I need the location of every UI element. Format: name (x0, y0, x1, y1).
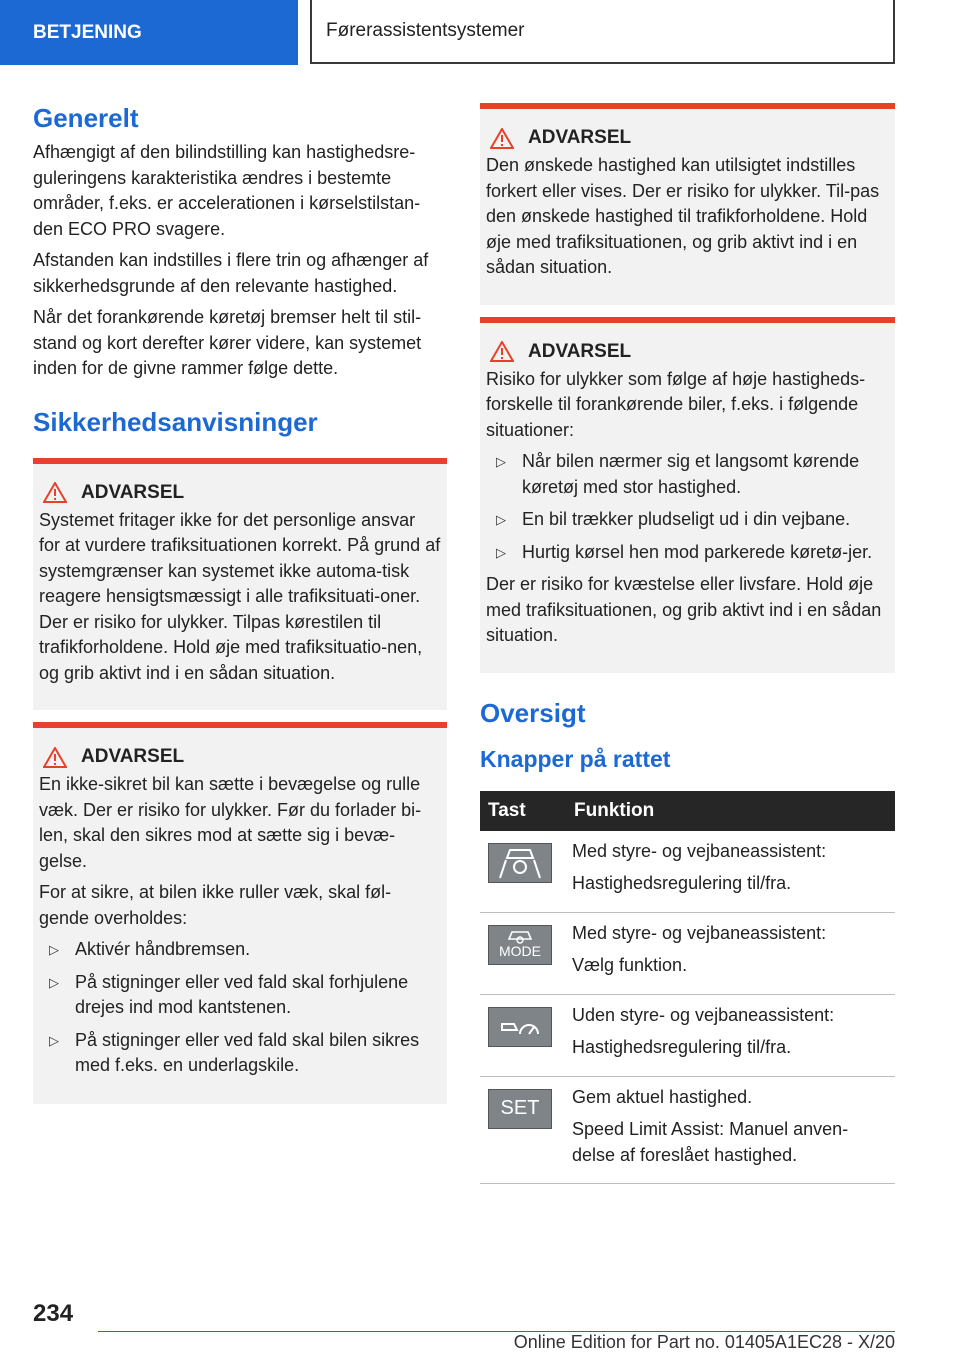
chapter-label: Førerassistentsystemer (326, 20, 525, 41)
warning-title: ADVARSEL (81, 481, 185, 503)
warning-title: ADVARSEL (81, 746, 185, 767)
table-row (480, 912, 895, 994)
page-number: 234 (33, 1300, 74, 1327)
warning-text: For at sikre, at bilen ikke ruller væk, skal føl-gende overholdes: (39, 882, 392, 928)
mode-label: MODE (499, 943, 541, 959)
chapter-header (310, 0, 895, 64)
warning-header (486, 341, 889, 363)
warning-text: En ikke-sikret bil kan sætte i bevægelse og rulle væk. Der er risiko for ulykker. Før du forlader bi-len, skal den sikres mod at sætte sig i bevæ-gelse. (39, 774, 422, 871)
function-line: Gem aktuel hastighed. (572, 1086, 753, 1107)
lane-assist-icon (488, 843, 552, 883)
warning-box (480, 103, 895, 305)
set-label: SET (500, 1097, 540, 1119)
warning-header (39, 482, 441, 504)
list-item: ▷ Når bilen nærmer sig et langsomt kørende køretøj med stor hastighed. (496, 451, 860, 497)
paragraph: Når det forankørende køretøj bremser helt til stil-stand og kort derefter kører videre, kan systemet inden for de givne rammer følge dette. (33, 307, 422, 378)
function-line: Med styre- og vejbaneassistent: (572, 922, 827, 943)
key-cell (480, 831, 566, 913)
set-button-icon (488, 1089, 552, 1129)
mode-button-icon (488, 925, 552, 965)
triangle-bullet-icon: ▷ (496, 454, 506, 469)
warning-triangle-icon (490, 128, 514, 149)
heading-oversigt: Oversigt (480, 697, 586, 728)
list-item: ▷ Hurtig kørsel hen mod parkerede køretø-jer. (486, 540, 889, 566)
cruise-control-icon (488, 1007, 552, 1047)
function-cell (566, 994, 895, 1076)
function-cell (566, 1076, 895, 1184)
warning-triangle-icon (43, 747, 67, 768)
function-line: Hastighedsregulering til/fra. (572, 873, 792, 893)
warning-box (33, 722, 447, 1104)
warning-text: Risiko for ulykker som følge af høje hastigheds-forskelle til forankørende biler, f.eks. i følgende situationer: (486, 368, 866, 440)
warning-text: Systemet fritager ikke for det personlige ansvar for at vurdere trafiksituationen korrekt. På grund af systemgrænser kan systemet ikke automa-tisk reagere hensigtsmæssigt i alle trafiksituati-oner. Der er risiko for ulykker. Tilpas kørestilen til trafikforholdene. Hold øje med trafiksituatio-nen, og grib aktivt ind i en sådan situation. (39, 509, 441, 683)
warning-triangle-icon (43, 482, 67, 503)
heading-sikkerhed: Sikkerhedsanvisninger (33, 406, 318, 437)
list-item: ▷ På stigninger eller ved fald skal bilen sikres med f.eks. en underlagskile. (49, 1029, 420, 1075)
function-line: Speed Limit Assist: Manuel anven-delse af foreslået hastighed. (572, 1119, 849, 1165)
key-cell (480, 912, 566, 994)
list-item: ▷ På stigninger eller ved fald skal forhjulene drejes ind mod kantstenen. (49, 971, 409, 1017)
warning-header (39, 746, 441, 768)
table-header-row (480, 791, 895, 831)
right-column (480, 103, 895, 1184)
column-header-funktion: Funktion (566, 791, 895, 831)
list-item: ▷ En bil trækker pludseligt ud i din vejbane. (486, 507, 889, 533)
function-line: Hastighedsregulering til/fra. (572, 1037, 792, 1057)
heading-generelt: Generelt (33, 103, 139, 133)
function-cell (566, 831, 895, 913)
paragraph: Afhængigt af den bilindstilling kan hastighedsre-guleringens karakteristika ændres i bestemte områder, f.eks. er accelerationen i kørselstilstan-den ECO PRO svagere. (33, 142, 421, 239)
table-row (480, 1076, 895, 1184)
warning-box (480, 317, 895, 673)
footer-edition: Online Edition for Part no. 01405A1EC28 - X/20 (513, 1332, 895, 1352)
section-label: BETJENING (33, 21, 142, 43)
warning-text: Den ønskede hastighed kan utilsigtet indstilles forkert eller vises. Der er risiko for ulykker. Til-pas den ønskede hastighed til trafikforholdene. Hold øje med trafiksituationen, og grib aktivt ind i en sådan situation. (486, 155, 880, 277)
warning-text: Der er risiko for kvæstelse eller livsfare. Hold øje med trafiksituationen, og grib aktivt ind i en sådan situation. (486, 574, 882, 645)
key-cell (480, 994, 566, 1076)
triangle-bullet-icon: ▷ (496, 512, 506, 527)
heading-knapper: Knapper på rattet (480, 745, 671, 772)
warning-box (33, 458, 447, 711)
warning-title: ADVARSEL (528, 127, 632, 148)
function-line: Med styre- og vejbaneassistent: (572, 840, 827, 861)
table-row (480, 831, 895, 913)
warning-title: ADVARSEL (528, 340, 632, 362)
function-cell (566, 912, 895, 994)
triangle-bullet-icon: ▷ (49, 942, 59, 957)
key-cell (480, 1076, 566, 1184)
triangle-bullet-icon: ▷ (49, 974, 59, 990)
bullet-list (486, 449, 889, 565)
list-item: ▷ Aktivér håndbremsen. (39, 937, 441, 963)
paragraph: Afstanden kan indstilles i flere trin og afhænger af sikkerhedsgrunde af den relevante hastighed. (33, 250, 429, 296)
warning-header (486, 127, 889, 149)
function-line: Vælg funktion. (572, 955, 688, 975)
function-line: Uden styre- og vejbaneassistent: (572, 1004, 835, 1025)
table-row (480, 994, 895, 1076)
section-tab[interactable] (0, 0, 298, 65)
column-header-tast: Tast (480, 791, 566, 831)
warning-triangle-icon (490, 341, 514, 362)
keys-table (480, 791, 895, 1185)
triangle-bullet-icon: ▷ (49, 1032, 59, 1048)
left-column (33, 100, 447, 1104)
triangle-bullet-icon: ▷ (496, 544, 506, 560)
bullet-list (39, 937, 441, 1079)
